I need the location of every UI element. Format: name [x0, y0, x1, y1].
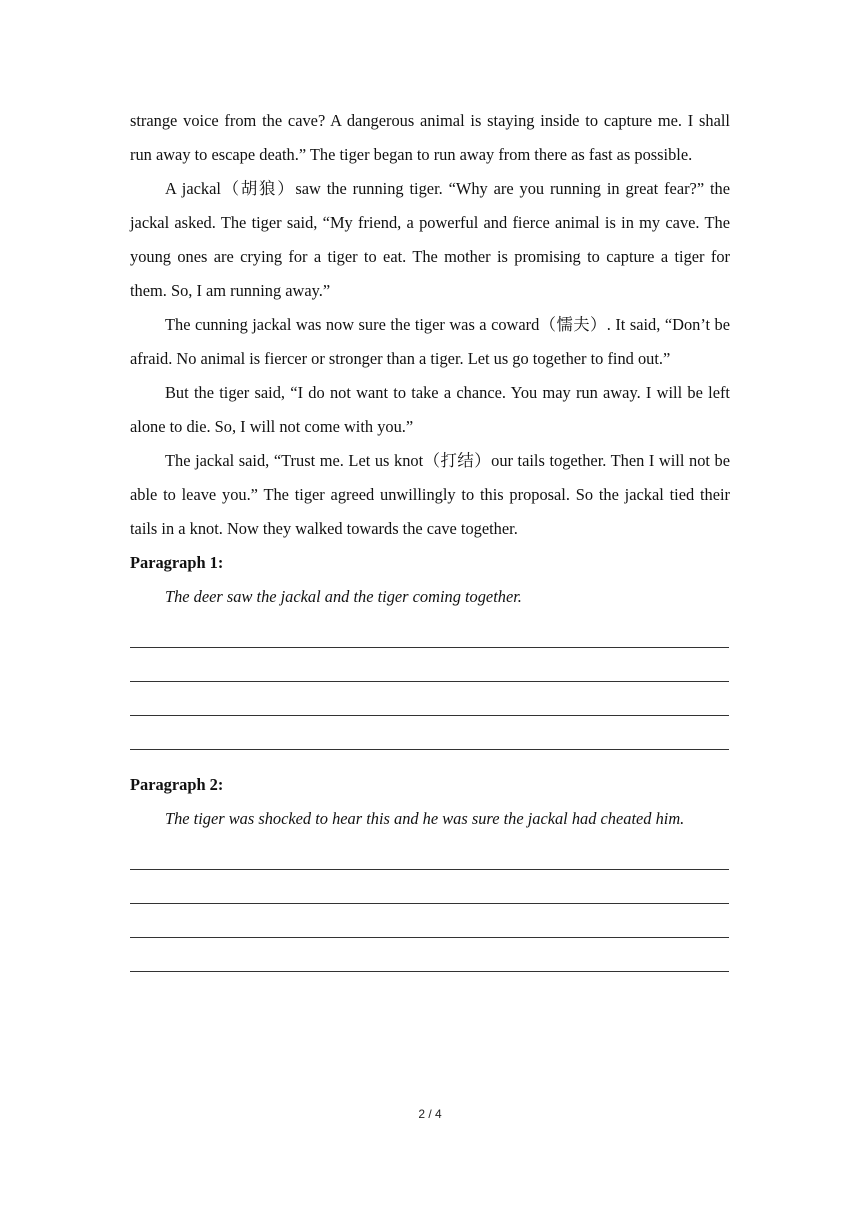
page-number: 2 / 4 — [418, 1107, 442, 1121]
answer-line[interactable] — [130, 682, 729, 716]
answer-lines-paragraph-1 — [130, 614, 730, 750]
answer-lines-paragraph-2 — [130, 836, 730, 972]
answer-line[interactable] — [130, 614, 729, 648]
story-paragraph-2: A jackal（胡狼）saw the running tiger. “Why are you running in great fear?” the jackal asked. The tiger said, “My friend, a powerful and fierce animal is in my cave. The young ones are crying for a tiger to eat. The mother is promising to capture a tiger for them. So, I am running away.” — [130, 179, 730, 300]
answer-line[interactable] — [130, 716, 729, 750]
answer-line[interactable] — [130, 938, 729, 972]
section-prompt-paragraph-1: The deer saw the jackal and the tiger coming together. — [165, 587, 522, 606]
section-heading-paragraph-1: Paragraph 1: — [130, 553, 224, 572]
story-paragraph-3: The cunning jackal was now sure the tiger was a coward（懦夫）. It said, “Don’t be afraid. No animal is fiercer or stronger than a tiger. Let us go together to find out.” — [130, 315, 730, 368]
answer-line[interactable] — [130, 870, 729, 904]
answer-line[interactable] — [130, 836, 729, 870]
section-prompt-paragraph-2: The tiger was shocked to hear this and he was sure the jackal had cheated him. — [165, 809, 685, 828]
story-paragraph-1: strange voice from the cave? A dangerous animal is staying inside to capture me. I shall run away to escape death.” The tiger began to run away from there as fast as possible. — [130, 111, 730, 164]
section-heading-paragraph-2: Paragraph 2: — [130, 775, 224, 794]
story-paragraph-5: The jackal said, “Trust me. Let us knot（打结）our tails together. Then I will not be able to leave you.” The tiger agreed unwillingly to this proposal. So the jackal tied their tails in a knot. Now they walked towards the cave together. — [130, 451, 730, 538]
story-paragraph-4: But the tiger said, “I do not want to take a chance. You may run away. I will be left alone to die. So, I will not come with you.” — [130, 383, 730, 436]
document-page — [130, 104, 730, 972]
answer-line[interactable] — [130, 648, 729, 682]
answer-line[interactable] — [130, 904, 729, 938]
section-spacer — [130, 750, 730, 768]
